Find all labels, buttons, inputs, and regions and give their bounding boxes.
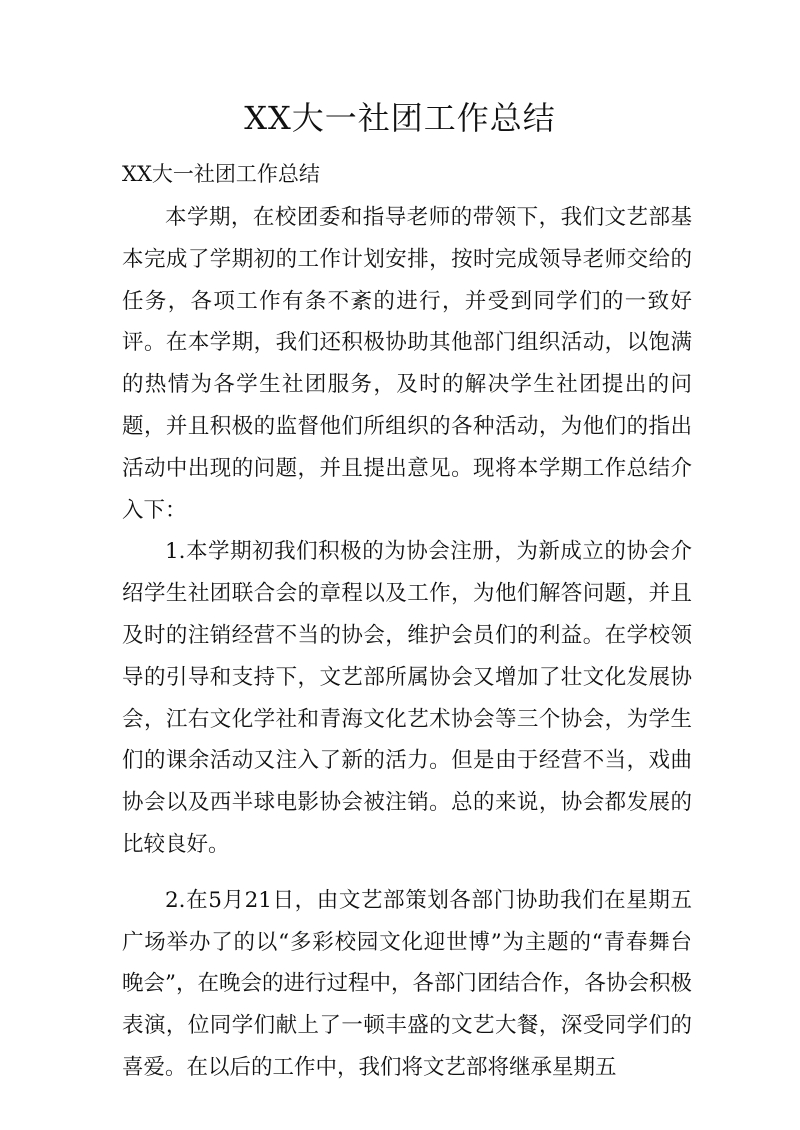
document-body: [122, 155, 692, 1089]
paragraph-item-2: 2.在5月21日，由文艺部策划各部门协助我们在星期五广场举办了的以“多彩校园文化迎世博”为主题的“青春舞台晚会”，在晚会的进行过程中，各部门团结合作，各协会积极表演，位同学们献上了一顿丰盛的文艺大餐，深受同学们的喜爱。在以后的工作中，我们将文艺部将继承星期五: [122, 887, 692, 1080]
paragraph-intro: 本学期，在校团委和指导老师的带领下，我们文艺部基本完成了学期初的工作计划安排，按时完成领导老师交给的任务，各项工作有条不紊的进行，并受到同学们的一致好评。在本学期，我们还积极协助其他部门组织活动，以饱满的热情为各学生社团服务，及时的解决学生社团提出的问题，并且积极的监督他们所组织的各种活动，为他们的指出活动中出现的问题，并且提出意见。现将本学期工作总结介入下：: [122, 205, 692, 523]
paragraph-item-1: 1.本学期初我们积极的为协会注册，为新成立的协会介绍学生社团联合会的章程以及工作，为他们解答问题，并且及时的注销经营不当的协会，维护会员们的利益。在学校领导的引导和支持下，文艺部所属协会又增加了壮文化发展协会，江右文化学社和青海文化艺术协会等三个协会，为学生们的课余活动又注入了新的活力。但是由于经营不当，戏曲协会以及西半球电影协会被注销。总的来说，协会都发展的比较良好。: [122, 539, 692, 857]
document-title: XX大一社团工作总结: [244, 99, 556, 137]
document-subtitle: XX大一社团工作总结: [122, 162, 320, 186]
